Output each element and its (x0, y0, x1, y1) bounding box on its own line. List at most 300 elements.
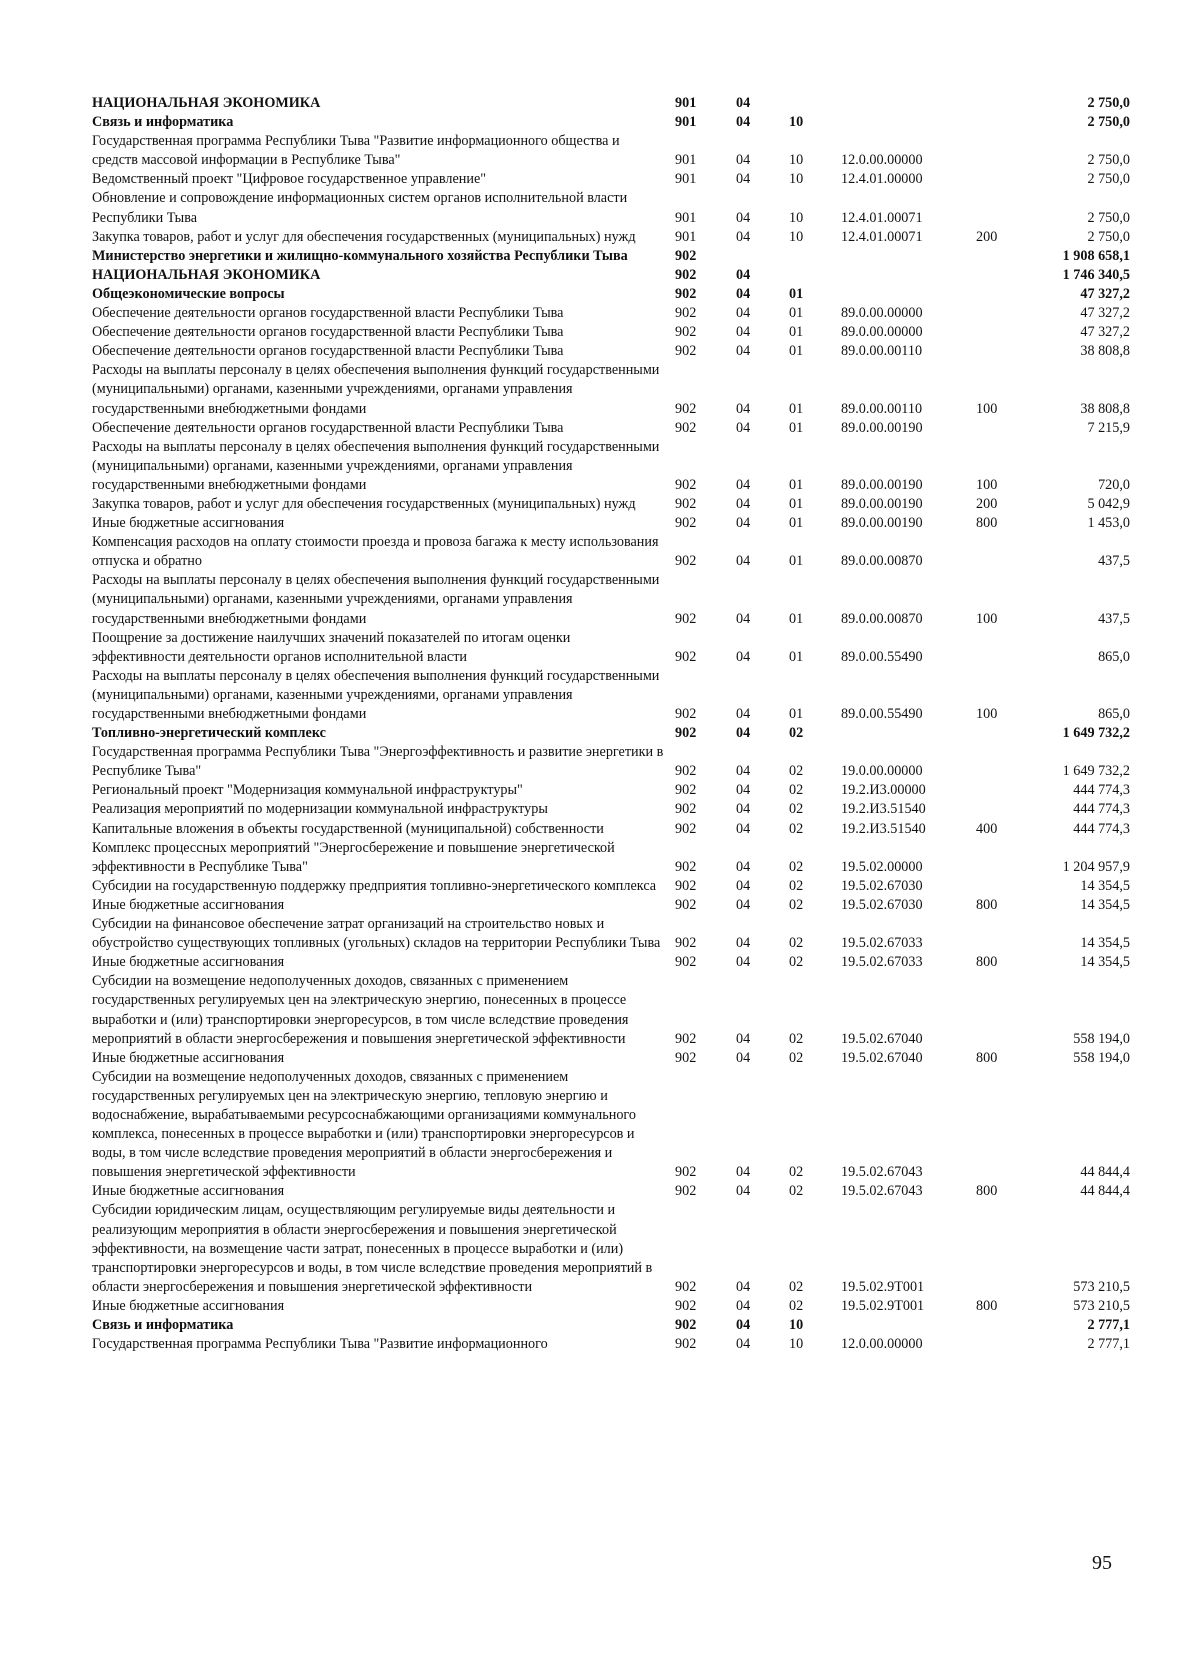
table-row (92, 132, 1132, 170)
row-subsection-code: 02 (789, 1049, 804, 1066)
row-section-code: 04 (736, 495, 751, 512)
row-name: Капитальные вложения в объекты государственной (муниципальной) собственности (92, 820, 604, 837)
row-name: Иные бюджетные ассигнования (92, 1049, 285, 1066)
row-name: Обеспечение деятельности органов государственной власти Республики Тыва (92, 419, 564, 436)
row-target-article-code: 19.5.02.9T001 (841, 1297, 925, 1314)
row-section-code: 04 (736, 763, 751, 780)
row-amount: 437,5 (1098, 553, 1130, 570)
row-expense-type-code: 100 (976, 400, 998, 417)
row-subsection-code: 01 (789, 476, 804, 493)
row-amount: 44 844,4 (1080, 1164, 1130, 1181)
row-name: Расходы на выплаты персоналу в целях обеспечения выполнения функций государственными (муниципальными) органами, казенными учреждениями, органами управления государственными внебюджетными фондами (92, 438, 660, 493)
row-name: Государственная программа Республики Тыва "Энергоэффективность и развитие энергетики в Республике Тыва" (92, 744, 664, 780)
row-section-code: 04 (736, 648, 751, 665)
row-admin-code: 902 (675, 476, 697, 493)
row-subsection-code: 01 (789, 324, 804, 341)
row-target-article-code: 19.2.И3.00000 (841, 782, 926, 799)
row-amount: 2 777,1 (1087, 1336, 1130, 1353)
row-expense-type-code (970, 323, 1022, 342)
row-subsection-code: 02 (789, 1183, 804, 1200)
row-target-article-code: 19.2.И3.51540 (841, 820, 926, 837)
row-admin-code: 902 (675, 935, 697, 952)
table-row (92, 724, 1132, 743)
row-admin-code: 902 (675, 515, 697, 532)
row-admin-code: 902 (675, 782, 697, 799)
row-expense-type-code (970, 972, 1022, 1048)
page-number: 95 (1092, 1552, 1112, 1574)
row-name: Субсидии на финансовое обеспечение затрат организаций на строительство новых и обустройство существующих топливных (угольных) складов на территории Республики Тыва (92, 916, 661, 952)
table-row (92, 571, 1132, 628)
row-subsection-code: 02 (789, 782, 804, 799)
row-admin-code: 902 (675, 419, 697, 436)
row-expense-type-code (970, 189, 1022, 227)
row-amount: 5 042,9 (1087, 495, 1130, 512)
row-expense-type-code: 800 (976, 515, 998, 532)
row-target-article-code: 12.0.00.00000 (841, 152, 923, 169)
row-admin-code: 902 (675, 285, 697, 302)
row-target-article-code: 19.5.02.67030 (841, 877, 923, 894)
row-amount: 38 808,8 (1080, 400, 1130, 417)
row-subsection-code (785, 266, 835, 285)
row-admin-code: 902 (675, 1183, 697, 1200)
row-target-article-code: 12.4.01.00071 (841, 228, 923, 245)
table-row (92, 839, 1132, 877)
row-name: Закупка товаров, работ и услуг для обеспечения государственных (муниципальных) нужд (92, 228, 636, 245)
row-amount: 47 327,2 (1080, 324, 1130, 341)
table-row (92, 743, 1132, 781)
row-target-article-code: 19.5.02.67040 (841, 1049, 923, 1066)
row-expense-type-code (970, 1068, 1022, 1183)
row-amount: 573 210,5 (1073, 1297, 1130, 1314)
row-name: Обеспечение деятельности органов государственной власти Республики Тыва (92, 305, 564, 322)
table-row (92, 972, 1132, 1048)
row-section-code: 04 (736, 1317, 751, 1333)
row-name: Компенсация расходов на оплату стоимости проезда и провоза багажа к месту использования отпуска и обратно (92, 534, 659, 570)
row-section-code: 04 (736, 1183, 751, 1200)
row-expense-type-code (970, 724, 1022, 743)
table-row (92, 781, 1132, 800)
row-expense-type-code: 200 (976, 228, 998, 245)
row-subsection-code: 01 (789, 305, 804, 322)
row-expense-type-code (970, 1316, 1022, 1335)
row-subsection-code: 10 (789, 228, 804, 245)
row-name: Субсидии юридическим лицам, осуществляющим регулируемые виды деятельности и реализующим мероприятия в области энергосбережения и повышения энергетической эффективности, на возмещение части затрат, понесенных в процессе выработки и (или) транспортировки энергоресурсов и воды, в том числе вследствие проведения мероприятий в области энергосбережения и повышения энергетической эффективности (92, 1202, 653, 1295)
row-section-code: 04 (736, 209, 751, 226)
row-name: НАЦИОНАЛЬНАЯ ЭКОНОМИКА (92, 266, 321, 283)
table-row (92, 820, 1132, 839)
row-target-article-code: 89.0.00.00000 (841, 305, 923, 322)
row-subsection-code: 02 (789, 858, 804, 875)
row-subsection-code: 02 (789, 1030, 804, 1047)
row-subsection-code (785, 94, 835, 113)
row-expense-type-code (970, 743, 1022, 781)
row-target-article-code: 89.0.00.00110 (841, 400, 923, 417)
table-row (92, 113, 1132, 132)
row-target-article-code: 89.0.00.00190 (841, 419, 923, 436)
row-name: Поощрение за достижение наилучших значений показателей по итогам оценки эффективности деятельности органов исполнительной власти (92, 629, 571, 665)
row-amount: 1 649 732,2 (1062, 763, 1130, 780)
table-row (92, 1068, 1132, 1183)
row-subsection-code: 02 (789, 1297, 804, 1314)
row-target-article-code: 89.0.00.00110 (841, 343, 923, 360)
table-row (92, 1297, 1132, 1316)
row-subsection-code: 10 (789, 171, 804, 188)
row-amount: 1 908 658,1 (1062, 247, 1130, 264)
budget-table (92, 94, 1132, 1354)
row-expense-type-code: 100 (976, 610, 998, 627)
row-target-article-code (835, 724, 970, 743)
row-admin-code: 902 (675, 247, 697, 264)
row-amount: 2 750,0 (1087, 209, 1130, 226)
row-amount: 2 750,0 (1087, 228, 1130, 245)
row-name: Обновление и сопровождение информационных систем органов исполнительной власти Республики Тыва (92, 190, 628, 226)
row-expense-type-code (970, 132, 1022, 170)
row-name: Связь и информатика (92, 114, 234, 131)
row-section-code: 04 (736, 515, 751, 532)
table-row (92, 915, 1132, 953)
row-section-code: 04 (736, 820, 751, 837)
row-amount: 437,5 (1098, 610, 1130, 627)
row-name: Государственная программа Республики Тыва "Развитие информационного общества и средств массовой информации в Республике Тыва" (92, 133, 620, 169)
row-section-code: 04 (736, 285, 751, 302)
row-section-code: 04 (736, 858, 751, 875)
row-admin-code: 902 (675, 1297, 697, 1314)
table-row (92, 667, 1132, 724)
row-section-code: 04 (736, 1297, 751, 1314)
row-admin-code: 902 (675, 305, 697, 322)
row-amount: 1 204 957,9 (1062, 858, 1130, 875)
row-amount: 865,0 (1098, 648, 1130, 665)
row-admin-code: 902 (675, 858, 697, 875)
row-subsection-code: 01 (789, 400, 804, 417)
row-expense-type-code (970, 781, 1022, 800)
row-name: Расходы на выплаты персоналу в целях обеспечения выполнения функций государственными (муниципальными) органами, казенными учреждениями, органами управления государственными внебюджетными фондами (92, 667, 660, 722)
row-expense-type-code: 100 (976, 706, 998, 722)
row-name: Ведомственный проект "Цифровое государственное управление" (92, 171, 487, 188)
row-subsection-code: 01 (789, 343, 804, 360)
row-amount: 2 750,0 (1087, 152, 1130, 169)
row-section-code: 04 (736, 725, 751, 742)
table-row (92, 514, 1132, 533)
row-subsection-code (785, 247, 835, 266)
row-section-code: 04 (736, 171, 751, 188)
row-target-article-code: 89.0.00.00870 (841, 553, 923, 570)
row-admin-code: 902 (675, 1317, 697, 1333)
row-admin-code: 902 (675, 610, 697, 627)
row-target-article-code: 89.0.00.55490 (841, 706, 923, 722)
row-name: Региональный проект "Модернизация коммунальной инфраструктуры" (92, 782, 523, 799)
table-row (92, 495, 1132, 514)
row-expense-type-code (970, 419, 1022, 438)
row-subsection-code: 01 (789, 706, 804, 722)
row-amount: 444 774,3 (1073, 782, 1130, 799)
row-name: Обеспечение деятельности органов государственной власти Республики Тыва (92, 324, 564, 341)
row-section-code: 04 (736, 1164, 751, 1181)
row-name: Иные бюджетные ассигнования (92, 1297, 285, 1314)
row-admin-code: 902 (675, 896, 697, 913)
row-expense-type-code: 800 (976, 896, 998, 913)
row-target-article-code: 19.5.02.00000 (841, 858, 923, 875)
table-row (92, 189, 1132, 227)
row-section-code: 04 (736, 782, 751, 799)
row-subsection-code: 10 (789, 152, 804, 169)
row-section-code: 04 (736, 343, 751, 360)
row-amount: 558 194,0 (1073, 1049, 1130, 1066)
row-section-code: 04 (736, 266, 751, 283)
table-row (92, 304, 1132, 323)
row-subsection-code: 02 (789, 801, 804, 818)
table-row (92, 1335, 1132, 1354)
row-section-code: 04 (736, 152, 751, 169)
table-row (92, 247, 1132, 266)
row-amount: 14 354,5 (1080, 954, 1130, 971)
row-target-article-code: 19.5.02.9T001 (841, 1278, 925, 1295)
row-section-code: 04 (736, 896, 751, 913)
row-target-article-code (835, 266, 970, 285)
row-target-article-code: 19.5.02.67033 (841, 935, 923, 952)
row-subsection-code: 10 (789, 209, 804, 226)
row-target-article-code: 19.0.00.00000 (841, 763, 923, 780)
table-row (92, 285, 1132, 304)
row-admin-code: 901 (675, 152, 697, 169)
row-section-code: 04 (736, 1278, 751, 1295)
row-expense-type-code (970, 304, 1022, 323)
row-target-article-code: 19.5.02.67043 (841, 1164, 923, 1181)
row-name: Министерство энергетики и жилищно-коммунального хозяйства Республики Тыва (92, 247, 628, 264)
row-expense-type-code: 800 (976, 1049, 998, 1066)
table-row (92, 228, 1132, 247)
row-target-article-code: 12.4.01.00071 (841, 209, 923, 226)
row-amount: 2 750,0 (1087, 171, 1130, 188)
row-amount: 865,0 (1098, 706, 1130, 722)
row-expense-type-code (970, 877, 1022, 896)
row-admin-code: 902 (675, 820, 697, 837)
row-name: Комплекс процессных мероприятий "Энергосбережение и повышение энергетической эффективности в Республике Тыва" (92, 839, 615, 875)
row-name: НАЦИОНАЛЬНАЯ ЭКОНОМИКА (92, 95, 321, 111)
row-subsection-code: 01 (789, 553, 804, 570)
row-subsection-code: 10 (789, 114, 804, 131)
row-admin-code: 901 (675, 171, 697, 188)
row-expense-type-code (970, 839, 1022, 877)
row-admin-code: 902 (675, 954, 697, 971)
row-section-code: 04 (736, 1030, 751, 1047)
row-amount: 2 750,0 (1087, 114, 1130, 131)
row-expense-type-code: 800 (976, 1297, 998, 1314)
row-target-article-code: 19.2.И3.51540 (841, 801, 926, 818)
row-target-article-code: 89.0.00.00870 (841, 610, 923, 627)
row-subsection-code: 02 (789, 725, 804, 742)
row-section-code: 04 (736, 1049, 751, 1066)
row-name: Реализация мероприятий по модернизации коммунальной инфраструктуры (92, 801, 548, 818)
row-name: Иные бюджетные ассигнования (92, 515, 285, 532)
table-row (92, 361, 1132, 418)
row-expense-type-code: 400 (976, 820, 998, 837)
row-name: Субсидии на государственную поддержку предприятия топливно-энергетического комплекса (92, 877, 657, 894)
row-section-code: 04 (736, 553, 751, 570)
table-row (92, 1316, 1132, 1335)
table-row (92, 1182, 1132, 1201)
row-expense-type-code: 800 (976, 954, 998, 971)
row-expense-type-code (970, 800, 1022, 819)
table-row (92, 629, 1132, 667)
row-subsection-code: 02 (789, 896, 804, 913)
row-subsection-code: 01 (789, 648, 804, 665)
row-section-code: 04 (736, 476, 751, 493)
row-target-article-code (835, 285, 970, 304)
row-name: Обеспечение деятельности органов государственной власти Республики Тыва (92, 343, 564, 360)
row-target-article-code: 12.0.00.00000 (841, 1336, 923, 1353)
row-subsection-code: 02 (789, 1164, 804, 1181)
table-row (92, 1049, 1132, 1068)
row-target-article-code: 89.0.00.55490 (841, 648, 923, 665)
row-admin-code: 902 (675, 1278, 697, 1295)
row-target-article-code: 89.0.00.00190 (841, 476, 923, 493)
row-name: Иные бюджетные ассигнования (92, 954, 285, 971)
row-amount: 14 354,5 (1080, 877, 1130, 894)
row-target-article-code: 89.0.00.00190 (841, 515, 923, 532)
row-target-article-code (835, 1316, 970, 1335)
row-name: Топливно-энергетический комплекс (92, 725, 326, 742)
row-expense-type-code (970, 533, 1022, 571)
table-row (92, 266, 1132, 285)
row-expense-type-code (970, 266, 1022, 285)
row-expense-type-code (970, 1335, 1022, 1354)
row-target-article-code: 89.0.00.00190 (841, 495, 923, 512)
row-expense-type-code (970, 1201, 1022, 1296)
table-row (92, 533, 1132, 571)
row-admin-code: 902 (675, 1049, 697, 1066)
row-admin-code: 902 (675, 801, 697, 818)
row-section-code: 04 (736, 801, 751, 818)
row-amount: 47 327,2 (1080, 285, 1130, 302)
row-amount: 558 194,0 (1073, 1030, 1130, 1047)
row-subsection-code: 01 (789, 610, 804, 627)
row-subsection-code: 01 (789, 515, 804, 532)
row-name: Закупка товаров, работ и услуг для обеспечения государственных (муниципальных) нужд (92, 495, 636, 512)
row-name: Расходы на выплаты персоналу в целях обеспечения выполнения функций государственными (муниципальными) органами, казенными учреждениями, органами управления государственными внебюджетными фондами (92, 572, 660, 627)
row-subsection-code: 02 (789, 954, 804, 971)
row-expense-type-code (970, 285, 1022, 304)
row-name: Субсидии на возмещение недополученных доходов, связанных с применением государственных регулируемых цен на электрическую энергию, тепловую энергию и водоснабжение, вырабатываемыми ресурсоснабжающими организациями коммунального комплекса, понесенных в процессе выработки и (или) транспортировки энергоресурсов и воды, в том числе вследствие проведения мероприятий в области энергосбережения и повышения энергетической эффективности (92, 1068, 636, 1181)
row-amount: 14 354,5 (1080, 896, 1130, 913)
table-row (92, 896, 1132, 915)
row-name: Общеэкономические вопросы (92, 285, 285, 302)
row-amount: 14 354,5 (1080, 935, 1130, 952)
row-name: Иные бюджетные ассигнования (92, 1183, 285, 1200)
row-admin-code: 902 (675, 343, 697, 360)
row-target-article-code: 19.5.02.67033 (841, 954, 923, 971)
row-expense-type-code (970, 247, 1022, 266)
row-admin-code: 902 (675, 400, 697, 417)
row-admin-code: 902 (675, 324, 697, 341)
row-admin-code: 902 (675, 1164, 697, 1181)
row-amount: 47 327,2 (1080, 305, 1130, 322)
row-subsection-code: 01 (789, 419, 804, 436)
row-amount: 1 453,0 (1087, 515, 1130, 532)
table-row (92, 800, 1132, 819)
budget-table-body (92, 94, 1132, 1354)
row-subsection-code: 10 (789, 1336, 804, 1353)
row-admin-code: 902 (675, 725, 697, 742)
row-name: Иные бюджетные ассигнования (92, 896, 285, 913)
table-row (92, 877, 1132, 896)
row-target-article-code: 19.5.02.67040 (841, 1030, 923, 1047)
row-amount: 1 746 340,5 (1062, 266, 1130, 283)
row-admin-code: 901 (675, 114, 697, 131)
row-target-article-code (835, 113, 970, 132)
row-subsection-code: 02 (789, 820, 804, 837)
table-row (92, 342, 1132, 361)
row-amount: 720,0 (1098, 476, 1130, 493)
row-expense-type-code: 200 (976, 495, 998, 512)
row-name: Государственная программа Республики Тыва "Развитие информационного (92, 1336, 548, 1353)
row-section-code: 04 (736, 95, 751, 111)
row-amount: 1 649 732,2 (1062, 725, 1130, 742)
row-expense-type-code (970, 94, 1022, 113)
row-section-code: 04 (736, 324, 751, 341)
row-section-code: 04 (736, 228, 751, 245)
row-expense-type-code (970, 915, 1022, 953)
row-amount: 7 215,9 (1087, 419, 1130, 436)
row-amount: 573 210,5 (1073, 1278, 1130, 1295)
row-admin-code: 901 (675, 95, 697, 111)
row-amount: 2 750,0 (1087, 95, 1130, 111)
row-target-article-code: 12.4.01.00000 (841, 171, 923, 188)
table-row (92, 323, 1132, 342)
row-section-code: 04 (736, 114, 751, 131)
row-expense-type-code: 100 (976, 476, 998, 493)
row-name: Связь и информатика (92, 1317, 234, 1333)
row-name: Субсидии на возмещение недополученных доходов, связанных с применением государственных регулируемых цен на электрическую энергию, понесенных в процессе выработки и (или) транспортировки энергоресурсов, в том числе вследствие проведения мероприятий в области энергосбережения и повышения энергетической эффективности (92, 973, 629, 1047)
row-subsection-code: 02 (789, 763, 804, 780)
row-target-article-code: 19.5.02.67043 (841, 1183, 923, 1200)
row-target-article-code (835, 94, 970, 113)
row-target-article-code: 19.5.02.67030 (841, 896, 923, 913)
row-subsection-code: 02 (789, 935, 804, 952)
row-expense-type-code (970, 113, 1022, 132)
row-admin-code: 901 (675, 209, 697, 226)
row-expense-type-code (970, 170, 1022, 189)
table-row (92, 438, 1132, 495)
row-amount: 44 844,4 (1080, 1183, 1130, 1200)
row-admin-code: 902 (675, 553, 697, 570)
row-name: Расходы на выплаты персоналу в целях обеспечения выполнения функций государственными (муниципальными) органами, казенными учреждениями, органами управления государственными внебюджетными фондами (92, 362, 660, 417)
row-subsection-code: 10 (789, 1317, 804, 1333)
row-section-code: 04 (736, 610, 751, 627)
row-section-code: 04 (736, 1336, 751, 1353)
row-admin-code: 902 (675, 1030, 697, 1047)
row-amount: 2 777,1 (1087, 1317, 1130, 1333)
row-admin-code: 902 (675, 877, 697, 894)
row-admin-code: 902 (675, 706, 697, 722)
row-section-code: 04 (736, 935, 751, 952)
row-admin-code: 902 (675, 1336, 697, 1353)
row-expense-type-code: 800 (976, 1183, 998, 1200)
row-amount: 38 808,8 (1080, 343, 1130, 360)
row-section-code: 04 (736, 305, 751, 322)
row-amount: 444 774,3 (1073, 820, 1130, 837)
row-admin-code: 902 (675, 266, 697, 283)
row-subsection-code: 02 (789, 1278, 804, 1295)
row-expense-type-code (970, 629, 1022, 667)
table-row (92, 170, 1132, 189)
row-subsection-code: 01 (789, 285, 804, 302)
row-section-code: 04 (736, 706, 751, 722)
row-subsection-code: 01 (789, 495, 804, 512)
row-section-code: 04 (736, 419, 751, 436)
row-section-code: 04 (736, 954, 751, 971)
table-row (92, 419, 1132, 438)
